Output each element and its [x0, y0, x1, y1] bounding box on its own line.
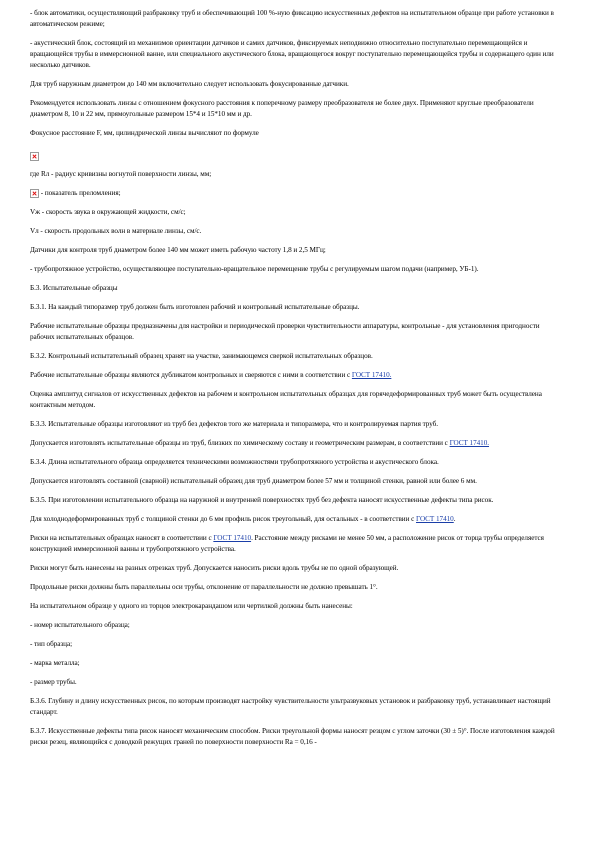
paragraph-lens-radius: где Rл - радиус кривизны вогнутой поверхности линзы, мм; — [30, 170, 212, 178]
duplicates-text: Рабочие испытательные образцы являются дубликатом контрольных и сверяются с ними в соответствии с — [30, 371, 352, 379]
broken-image-icon — [30, 189, 39, 198]
broken-image-icon — [30, 152, 39, 161]
paragraph-b34: Б.3.4. Длина испытательного образца определяется техническими возможностями трубопротяжного устройства и акустического блока. — [30, 458, 439, 466]
paragraph-b33: Б.3.3. Испытательные образцы изготовляют из труб без дефектов того же материала и типоразмера, что и контролируемая партия труб. — [30, 420, 439, 428]
paragraph-wave-speed-lens: Vл - скорость продольных волн в материале линзы, см/с. — [30, 227, 202, 235]
similar-tubes-text: Допускается изготовлять испытательные образцы из труб, близких по химическому составу и геометрическим размерам, в соответствии с — [30, 439, 450, 447]
paragraph-b35: Б.3.5. При изготовлении испытательного образца на наружной и внутренней поверхностях труб без дефекта наносят искусственные дефекты типа рисок. — [30, 496, 494, 504]
gost-17410-link[interactable]: ГОСТ 17410. — [351, 371, 392, 379]
paragraph-cold-deformed — [30, 514, 563, 525]
paragraph-lens-recommendation: Рекомендуется использовать линзы с отношением фокусного расстояния к поперечному размеру преобразователя не более двух. Применяют круглые преобразователи диаметром 8, 10 и 22 мм, прямоугольные размером 15*4 и 15*10 мм и др. — [30, 99, 534, 118]
scratch-placement-text-b: . Расстояние между рисками не менее 50 мм, а расположение рисок от торца трубы определяется конструкцией иммерсионной ванны и трубопротяжного устройства. — [30, 534, 544, 553]
paragraph-marking: На испытательном образце у одного из торцов электрокарандашом или чертилкой должны быть нанесены: — [30, 602, 353, 610]
paragraph-acoustic-block: - акустический блок, состоящий из механизмов ориентации датчиков и самих датчиков, фиксируемых неподвижно относительно поступательно перемещающейся и вращающейся трубы в иммерсионной ванне, или специального акустического блока, вращающегося вокруг поступательно перемещающейся трубы и содержащего один или несколько датчиков. — [30, 39, 554, 69]
paragraph-scratch-segments: Риски могут быть нанесены на разных отрезках труб. Допускается наносить риски вдоль трубы не по одной образующей. — [30, 564, 399, 572]
section-heading-test-samples: Б.3. Испытательные образцы — [30, 284, 118, 292]
paragraph-scratch-placement — [30, 533, 563, 555]
paragraph-b32: Б.3.2. Контрольный испытательный образец хранят на участке, занимающемся сверкой испытательных образцов. — [30, 352, 373, 360]
scratch-placement-text-a: Риски на испытательных образцах наносят в соответствии с — [30, 534, 214, 542]
refraction-index-text: - показатель преломления; — [39, 189, 121, 197]
paragraph-b31: Б.3.1. На каждый типоразмер труб должен быть изготовлен рабочий и контрольный испытательные образцы. — [30, 303, 360, 311]
paragraph-refraction-index — [30, 188, 563, 199]
paragraph-b36: Б.3.6. Глубину и длину искусственных рисок, по которым производят настройку чувствительности ультразвуковых установок и разбраковку труб, устанавливает настоящий стандарт. — [30, 697, 551, 716]
paragraph-focused-sensors: Для труб наружным диаметром до 140 мм включительно следует использовать фокусированные датчики. — [30, 80, 349, 88]
paragraph-focal-length: Фокусное расстояние F, мм, цилиндрической линзы вычисляют по формуле — [30, 129, 259, 137]
paragraph-sensor-frequency: Датчики для контроля труб диаметром более 140 мм может иметь рабочую частоту 1,8 и 2,5 МГц; — [30, 246, 326, 254]
period: . — [453, 515, 456, 523]
gost-17410-link[interactable]: ГОСТ 17410 — [213, 534, 252, 542]
paragraph-b37: Б.3.7. Искусственные дефекты типа рисок наносят механическим способом. Риски треугольной формы наносят резцом с углом заточки (30 ± 5)°. После изготовления каждой риски резец, являющийся с доводкой режущих граней по поверхности поверхности Ra = 0,16 - — [30, 727, 555, 746]
paragraph-automation-block: - блок автоматики, осуществляющий разбраковку труб и обеспечивающий 100 %-ную фиксацию искусственных дефектов на испытательном образце при работе установки в автоматическом режиме; — [30, 9, 554, 28]
list-item-sample-number: - номер испытательного образца; — [30, 621, 130, 629]
gost-17410-link[interactable]: ГОСТ 17410. — [449, 439, 490, 447]
cold-deformed-text: Для холоднодеформированных труб с толщиной стенки до 6 мм профиль рисок треугольный, для остальных - в соответствии с — [30, 515, 417, 523]
list-item-tube-size: - размер трубы. — [30, 678, 77, 686]
paragraph-similar-tubes — [30, 438, 563, 449]
list-item-sample-type: - тип образца; — [30, 640, 73, 648]
paragraph-tube-drive-device: - трубопротяжное устройство, осуществляющее поступательно-вращательное перемещение трубы с регулируемым шагом подачи (например, УБ-1). — [30, 265, 479, 273]
formula-image — [30, 147, 563, 159]
paragraph-longitudinal-scratches: Продольные риски должны быть параллельны оси трубы, отклонение от параллельности не должно превышать 1°. — [30, 583, 378, 591]
paragraph-duplicates — [30, 370, 563, 381]
paragraph-amplitude-estimate: Оценка амплитуд сигналов от искусственных дефектов на рабочем и контрольном испытательных образцах для горячедеформированных труб может быть осуществлена контактным методом. — [30, 390, 542, 409]
gost-17410-link[interactable]: ГОСТ 17410 — [416, 515, 454, 523]
paragraph-sound-speed-liquid: Vж - скорость звука в окружающей жидкости, см/с; — [30, 208, 186, 216]
paragraph-composite-sample: Допускается изготовлять составной (сварной) испытательный образец для труб диаметром более 57 мм и толщиной стенки, равной или более 6 мм. — [30, 477, 477, 485]
paragraph-working-samples: Рабочие испытательные образцы предназначены для настройки и периодической проверки чувствительности аппаратуры, контрольные - для установления пригодности рабочих испытательных образцов. — [30, 322, 540, 341]
list-item-metal-grade: - марка металла; — [30, 659, 80, 667]
